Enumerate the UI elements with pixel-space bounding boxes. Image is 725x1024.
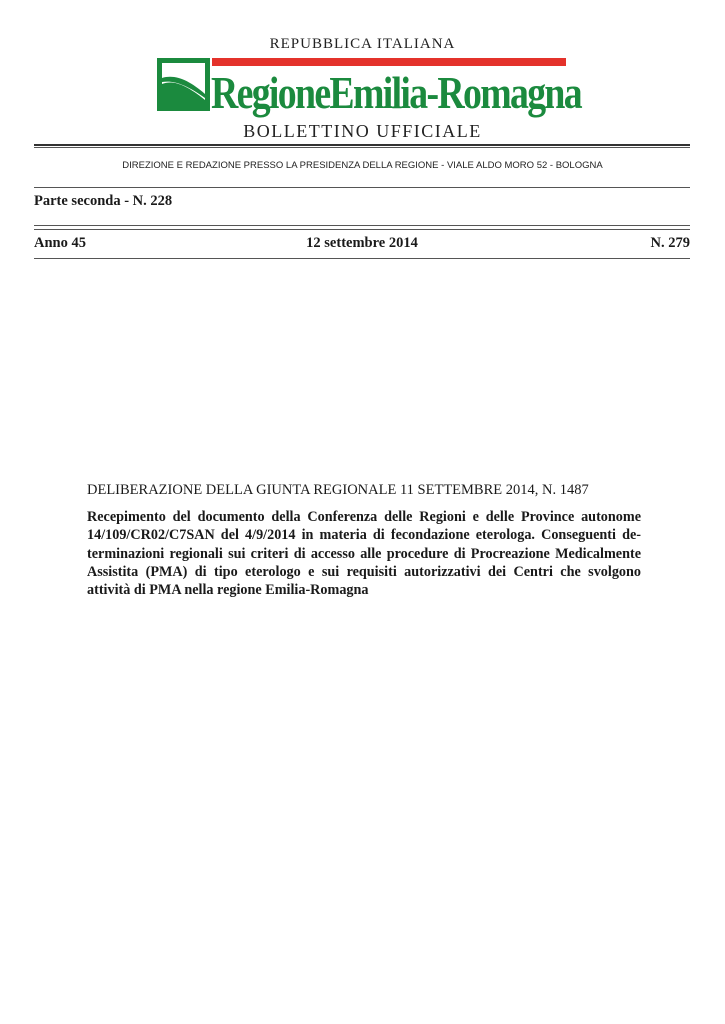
region-flag-logo-icon	[157, 58, 210, 111]
bulletin-title: BOLLETTINO UFFICIALE	[243, 121, 482, 141]
divider	[34, 225, 690, 226]
divider	[34, 187, 690, 188]
divider	[34, 258, 690, 259]
delibera-heading: DELIBERAZIONE DELLA GIUNTA REGIONALE 11 SETTEMBRE 2014, N. 1487	[87, 482, 589, 498]
brand-wordmark: RegioneEmilia-Romagna	[211, 68, 582, 118]
header-rule-thin	[34, 147, 690, 148]
republic-label: REPUBBLICA ITALIANA	[269, 36, 456, 52]
delibera-subject: Recepimento del documento della Conferenza delle Regioni e delle Province autonome 14/109/CR02/C7SAN del 4/9/2014 in materia di fecondazione eterologa. Conseguenti de-terminazioni regionali sui criteri di accesso alle procedure di Procreazione Medicalmente Assistita (PMA) di tipo eterologo e sui requisiti autorizzativi dei Centri che svolgono attività di PMA nella regione Emilia-Romagna	[87, 509, 641, 599]
direzione-line: DIREZIONE E REDAZIONE PRESSO LA PRESIDENZA DELLA REGIONE - VIALE ALDO MORO 52 - BOLOGNA	[122, 160, 603, 171]
brand-red-bar	[212, 58, 566, 66]
issue-meta-row	[34, 235, 690, 253]
anno-label: Anno 45	[34, 235, 86, 251]
divider	[34, 229, 690, 230]
issue-date: 12 settembre 2014	[306, 235, 418, 251]
header-rule-thick	[34, 144, 690, 146]
issue-number: N. 279	[650, 235, 690, 251]
parte-label: Parte seconda - N. 228	[34, 193, 173, 209]
